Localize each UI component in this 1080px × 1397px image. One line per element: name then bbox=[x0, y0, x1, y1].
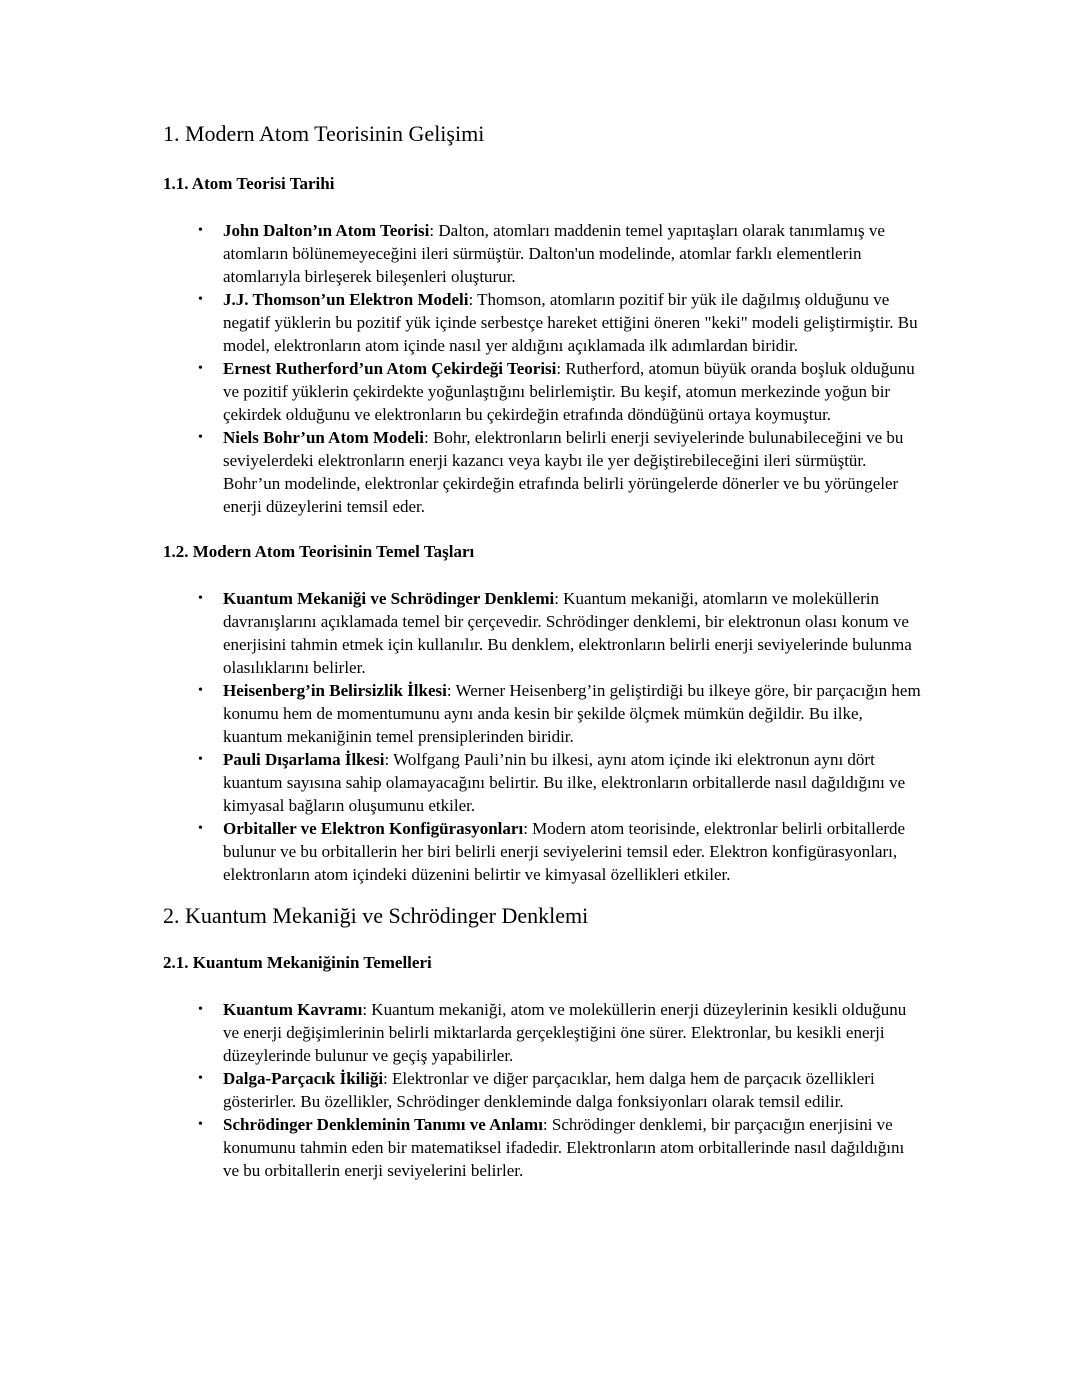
subsection-1-2-list bbox=[163, 587, 923, 886]
list-item-text: : Thomson, atomların pozitif bir yük ile dağılmış olduğunu ve negatif yüklerin bu pozitif yük içinde serbestçe hareket ettiğini öneren "keki" modeli geliştirmiştir. Bu model, elektronların atom içinde nasıl yer aldığını açıklamada ilk adımlardan biridir. bbox=[223, 290, 918, 355]
list-item-term: Kuantum Kavramı bbox=[223, 1000, 363, 1019]
bullet-icon: • bbox=[198, 361, 203, 376]
list-item bbox=[163, 426, 923, 518]
bullet-icon: • bbox=[198, 1117, 203, 1132]
list-item-text: : Modern atom teorisinde, elektronlar belirli orbitallerde bulunur ve bu orbitallerin her biri belirli enerji seviyelerini temsil eder. Elektron konfigürasyonları, elektronların atom içindeki düzenini belirtir ve kimyasal özellikleri etkiler. bbox=[223, 819, 906, 884]
list-item bbox=[163, 817, 923, 886]
list-item-term: Ernest Rutherford’un Atom Çekirdeği Teorisi bbox=[223, 359, 557, 378]
list-item-text: : Rutherford, atomun büyük oranda boşluk olduğunu ve pozitif yüklerin çekirdekte yoğunlaştığını belirlemiştir. Bu keşif, atomun merkezinde yoğun bir çekirdek olduğunu ve elektronların bu çekirdeğin etrafında döndüğünü ortaya koymuştur. bbox=[223, 359, 915, 424]
list-item bbox=[163, 998, 923, 1067]
list-item-text: : Schrödinger denklemi, bir parçacığın enerjisini ve konumunu tahmin eden bir matematiksel ifadedir. Elektronların atom orbitallerinde nasıl dağıldığını ve bu orbitallerin enerji seviyelerini belirler. bbox=[223, 1115, 905, 1180]
list-item-term: Pauli Dışarlama İlkesi bbox=[223, 750, 385, 769]
list-item-term: J.J. Thomson’un Elektron Modeli bbox=[223, 290, 469, 309]
subsection-2-1-list bbox=[163, 998, 923, 1182]
subsection-1-2-heading: 1.2. Modern Atom Teorisinin Temel Taşları bbox=[163, 542, 475, 561]
bullet-icon: • bbox=[198, 292, 203, 307]
list-item-text: : Wolfgang Pauli’nin bu ilkesi, aynı atom içinde iki elektronun aynı dört kuantum sayısına sahip olamayacağını belirtir. Bu ilke, elektronların orbitallerde nasıl dağıldığını ve kimyasal bağların oluşumunu etkiler. bbox=[223, 750, 906, 815]
bullet-icon: • bbox=[198, 821, 203, 836]
list-item-term: Kuantum Mekaniği ve Schrödinger Denklemi bbox=[223, 589, 555, 608]
bullet-icon: • bbox=[198, 1002, 203, 1017]
list-item-text: : Dalton, atomları maddenin temel yapıtaşları olarak tanımlamış ve atomların bölünemeyeceğini ileri sürmüştür. Dalton'un modelinde, atomlar farklı elementlerin atomlarıyla birleşerek bileşenleri oluşturur. bbox=[223, 221, 885, 286]
document-page bbox=[163, 112, 923, 1182]
list-item bbox=[163, 748, 923, 817]
bullet-icon: • bbox=[198, 752, 203, 767]
bullet-icon: • bbox=[198, 223, 203, 238]
list-item-term: Schrödinger Denkleminin Tanımı ve Anlamı bbox=[223, 1115, 543, 1134]
section-1-heading: 1. Modern Atom Teorisinin Gelişimi bbox=[163, 121, 485, 146]
list-item-term: Heisenberg’in Belirsizlik İlkesi bbox=[223, 681, 447, 700]
list-item-text: : Bohr, elektronların belirli enerji seviyelerinde bulunabileceğini ve bu seviyelerdeki elektronların enerji kazancı veya kaybı ile yer değiştirebileceğini ileri sürmüştür. Bohr’un modelinde, elektronlar çekirdeğin etrafında belirli yörüngelerde dönerler ve bu yörüngeler enerji düzeylerini temsil eder. bbox=[223, 428, 904, 516]
list-item bbox=[163, 288, 923, 357]
list-item-text: : Kuantum mekaniği, atom ve moleküllerin enerji düzeylerinin kesikli olduğunu ve enerji değişimlerinin belirli miktarlarda gerçekleştiğini öne sürer. Elektronlar, bu kesikli enerji düzeylerinde bulunur ve geçiş yapabilirler. bbox=[223, 1000, 907, 1065]
list-item-text: : Kuantum mekaniği, atomların ve moleküllerin davranışlarını açıklamada temel bir çerçevedir. Schrödinger denklemi, bir elektronun olası konum ve enerjisini tahmin etmek için kullanılır. Bu denklem, elektronların belirli enerji seviyelerinde bulunma olasılıklarını belirler. bbox=[223, 589, 912, 677]
list-item-term: Niels Bohr’un Atom Modeli bbox=[223, 428, 425, 447]
subsection-1-1-heading: 1.1. Atom Teorisi Tarihi bbox=[163, 174, 335, 193]
list-item bbox=[163, 679, 923, 748]
section-2-heading: 2. Kuantum Mekaniği ve Schrödinger Denklemi bbox=[163, 903, 589, 928]
bullet-icon: • bbox=[198, 683, 203, 698]
list-item bbox=[163, 357, 923, 426]
bullet-icon: • bbox=[198, 430, 203, 445]
bullet-icon: • bbox=[198, 1071, 203, 1086]
list-item-term: John Dalton’ın Atom Teorisi bbox=[223, 221, 430, 240]
list-item bbox=[163, 587, 923, 679]
list-item-term: Dalga-Parçacık İkiliği bbox=[223, 1069, 384, 1088]
list-item-text: : Elektronlar ve diğer parçacıklar, hem dalga hem de parçacık özellikleri gösterirler. Bu özellikler, Schrödinger denkleminde dalga fonksiyonları olarak temsil edilir. bbox=[223, 1069, 875, 1111]
list-item-text: : Werner Heisenberg’in geliştirdiği bu ilkeye göre, bir parçacığın hem konumu hem de momentumunu aynı anda kesin bir şekilde ölçmek mümkün değildir. Bu ilke, kuantum mekaniğinin temel prensiplerinden biridir. bbox=[223, 681, 921, 746]
list-item bbox=[163, 1113, 923, 1182]
list-item bbox=[163, 219, 923, 288]
list-item-term: Orbitaller ve Elektron Konfigürasyonları bbox=[223, 819, 524, 838]
subsection-2-1-heading: 2.1. Kuantum Mekaniğinin Temelleri bbox=[163, 953, 432, 972]
list-item bbox=[163, 1067, 923, 1113]
subsection-1-1-list bbox=[163, 219, 923, 518]
bullet-icon: • bbox=[198, 591, 203, 606]
